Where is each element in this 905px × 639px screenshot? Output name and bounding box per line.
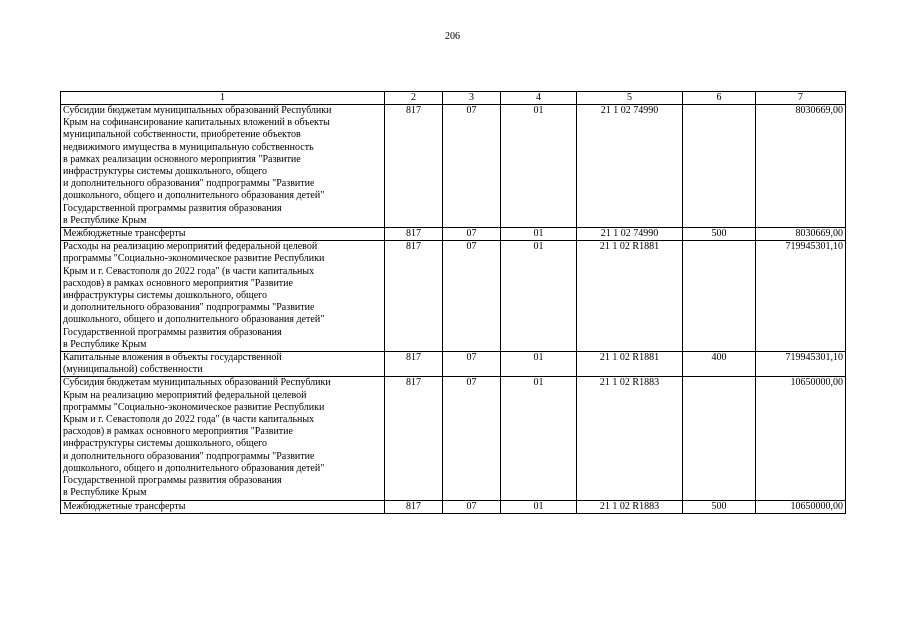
- row-name-cell: Капитальные вложения в объекты государственной (муниципальной) собственности: [61, 352, 385, 377]
- row-col5-cell: 21 1 02 R1883: [577, 377, 683, 500]
- row-col5-cell: 21 1 02 R1881: [577, 241, 683, 352]
- row-name-cell: Субсидии бюджетам муниципальных образований Республики Крым на софинансирование капитальных вложений в объекты муниципальной собственности, приобретение объектов недвижимого имущества в муниципальную собственность в рамках реализации основного мероприятия "Развитие инфраструктуры системы дошкольного, общего и дополнительного образования" подпрограммы "Развитие дошкольного, общего и дополнительного образования детей" Государственной программы развития образования в Республике Крым: [61, 105, 385, 228]
- row-col5-cell: 21 1 02 R1883: [577, 500, 683, 513]
- row-amount-cell: 719945301,10: [756, 241, 846, 352]
- table-row: [61, 352, 846, 377]
- row-col6-cell: [683, 241, 756, 352]
- header-col-7: 7: [756, 92, 846, 105]
- row-col3-cell: 07: [443, 228, 501, 241]
- header-col-2: 2: [385, 92, 443, 105]
- row-col3-cell: 07: [443, 352, 501, 377]
- row-col4-cell: 01: [501, 500, 577, 513]
- row-name-cell: Межбюджетные трансферты: [61, 500, 385, 513]
- row-amount-cell: 10650000,00: [756, 500, 846, 513]
- header-col-6: 6: [683, 92, 756, 105]
- header-col-5: 5: [577, 92, 683, 105]
- header-col-3: 3: [443, 92, 501, 105]
- row-col2-cell: 817: [385, 105, 443, 228]
- header-col-4: 4: [501, 92, 577, 105]
- row-col3-cell: 07: [443, 241, 501, 352]
- row-col5-cell: 21 1 02 74990: [577, 105, 683, 228]
- row-col6-cell: 400: [683, 352, 756, 377]
- table-row: [61, 105, 846, 228]
- table-row: [61, 377, 846, 500]
- page-number: 206: [445, 31, 460, 42]
- row-col5-cell: 21 1 02 R1881: [577, 352, 683, 377]
- row-col3-cell: 07: [443, 500, 501, 513]
- header-row: [61, 92, 846, 105]
- row-col4-cell: 01: [501, 377, 577, 500]
- row-col2-cell: 817: [385, 500, 443, 513]
- row-col4-cell: 01: [501, 241, 577, 352]
- table-header: [61, 92, 846, 105]
- row-col3-cell: 07: [443, 105, 501, 228]
- row-col4-cell: 01: [501, 228, 577, 241]
- row-col2-cell: 817: [385, 352, 443, 377]
- row-col6-cell: 500: [683, 228, 756, 241]
- row-col6-cell: 500: [683, 500, 756, 513]
- row-col6-cell: [683, 377, 756, 500]
- row-col3-cell: 07: [443, 377, 501, 500]
- row-amount-cell: 8030669,00: [756, 105, 846, 228]
- row-amount-cell: 8030669,00: [756, 228, 846, 241]
- row-col4-cell: 01: [501, 352, 577, 377]
- table-body: [61, 105, 846, 514]
- row-col2-cell: 817: [385, 377, 443, 500]
- budget-table: [60, 91, 846, 514]
- row-col5-cell: 21 1 02 74990: [577, 228, 683, 241]
- table-row: [61, 228, 846, 241]
- table-row: [61, 500, 846, 513]
- row-col4-cell: 01: [501, 105, 577, 228]
- row-amount-cell: 10650000,00: [756, 377, 846, 500]
- row-col2-cell: 817: [385, 241, 443, 352]
- row-name-cell: Расходы на реализацию мероприятий федеральной целевой программы "Социально-экономическое развитие Республики Крым и г. Севастополя до 2022 года" (в части капитальных расходов) в рамках основного мероприятия "Развитие инфраструктуры системы дошкольного, общего и дополнительного образования" подпрограммы "Развитие дошкольного, общего и дополнительного образования детей" Государственной программы развития образования в Республике Крым: [61, 241, 385, 352]
- table-row: [61, 241, 846, 352]
- row-col2-cell: 817: [385, 228, 443, 241]
- row-name-cell: Межбюджетные трансферты: [61, 228, 385, 241]
- row-amount-cell: 719945301,10: [756, 352, 846, 377]
- header-col-1: 1: [61, 92, 385, 105]
- row-name-cell: Субсидия бюджетам муниципальных образований Республики Крым на реализацию мероприятий федеральной целевой программы "Социально-экономическое развитие Республики Крым и г. Севастополя до 2022 года" (в части капитальных расходов) в рамках основного мероприятия "Развитие инфраструктуры системы дошкольного, общего и дополнительного образования" подпрограммы "Развитие дошкольного, общего и дополнительного образования детей" Государственной программы развития образования в Республике Крым: [61, 377, 385, 500]
- row-col6-cell: [683, 105, 756, 228]
